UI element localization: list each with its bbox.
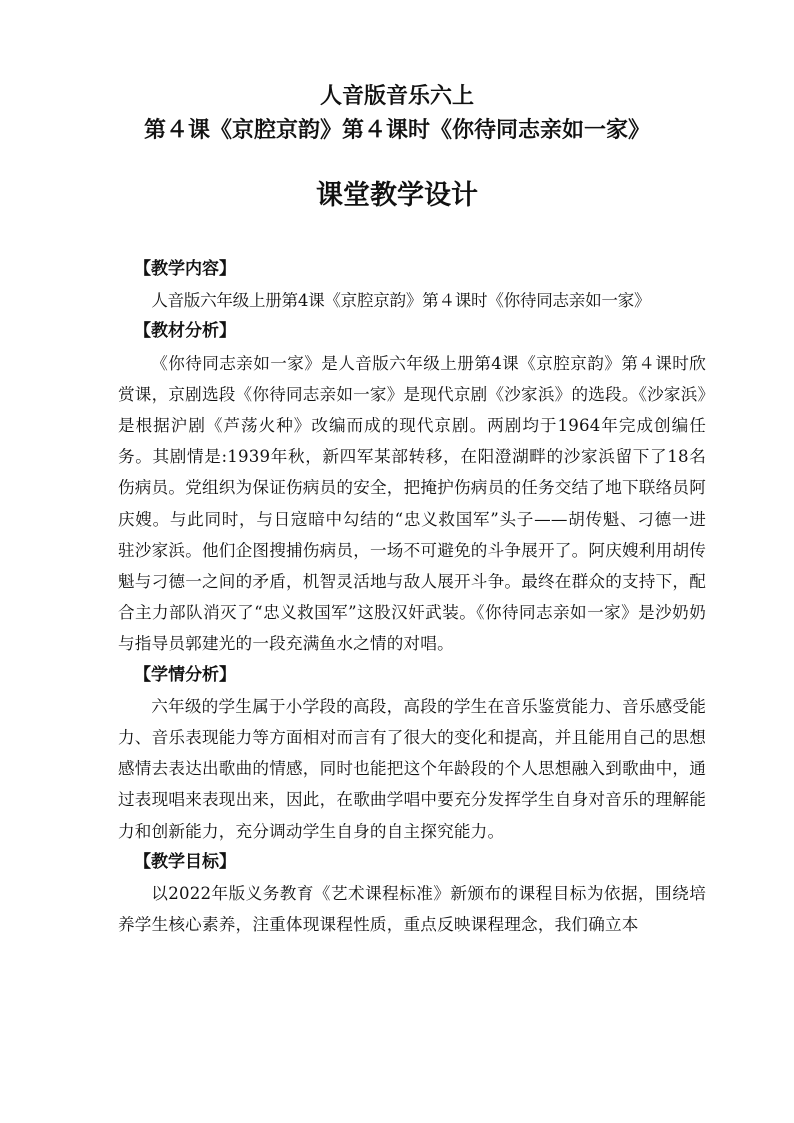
section-heading-teaching-content: 【教学内容】: [134, 259, 236, 279]
document-body: [118, 254, 706, 940]
section-body-material-analysis: 《你待同志亲如一家》是人音版六年级上册第4课《京腔京韵》第４课时欣赏课，京剧选段《你待同志亲如一家》是现代京剧《沙家浜》的选段。《沙家浜》是根据沪剧《芦荡火种》改编而成的现代京剧。两剧均于1964年完成创编任务。其剧情是:1939年秋，新四军某部转移，在阳澄湖畔的沙家浜留下了18名伤病员。党组织为保证伤病员的安全，把掩护伤病员的任务交结了地下联络员阿庆嫂。与此同时，与日寇暗中勾结的“忠义救国军”头子——胡传魁、刁德一进驻沙家浜。他们企图搜捕伤病员，一场不可避免的斗争展开了。阿庆嫂利用胡传魁与刁德一之间的矛盾，机智灵活地与敌人展开斗争。最终在群众的支持下，配合主力部队消灭了“忠义救国军”这股汉奸武装。《你待同志亲如一家》是沙奶奶与指导员郭建光的一段充满鱼水之情的对唱。: [118, 353, 706, 654]
section-heading-student-analysis: 【学情分析】: [134, 664, 236, 685]
section-body-student-analysis: 六年级的学生属于小学段的高段，高段的学生在音乐鉴赏能力、音乐感受能力、音乐表现能力等方面相对而言有了很大的变化和提高，并且能用自己的思想感情去表达出歌曲的情感，同时也能把这个年龄段的个人思想融入到歌曲中，通过表现唱来表现出来，因此，在歌曲学唱中要充分发挥学生自身对音乐的理解能力和创新能力，充分调动学生自身的自主探究能力。: [118, 696, 706, 841]
section-heading-teaching-goals: 【教学目标】: [134, 851, 236, 872]
section-body-teaching-content: 人音版六年级上册第4课《京腔京韵》第４课时《你待同志亲如一家》: [151, 291, 651, 311]
document-title: 课堂教学设计: [316, 180, 478, 211]
document-header-line-1: 人音版音乐六上: [319, 84, 474, 109]
section-body-teaching-goals: 以2022年版义务教育《艺术课程标准》新颁布的课程目标为依据，围绕培养学生核心素养，注重体现课程性质，重点反映课程理念，我们确立本: [118, 884, 706, 935]
section-heading-material-analysis: 【教材分析】: [134, 321, 236, 342]
document-header-line-2: 第４课《京腔京韵》第４课时《你待同志亲如一家》: [143, 118, 650, 143]
